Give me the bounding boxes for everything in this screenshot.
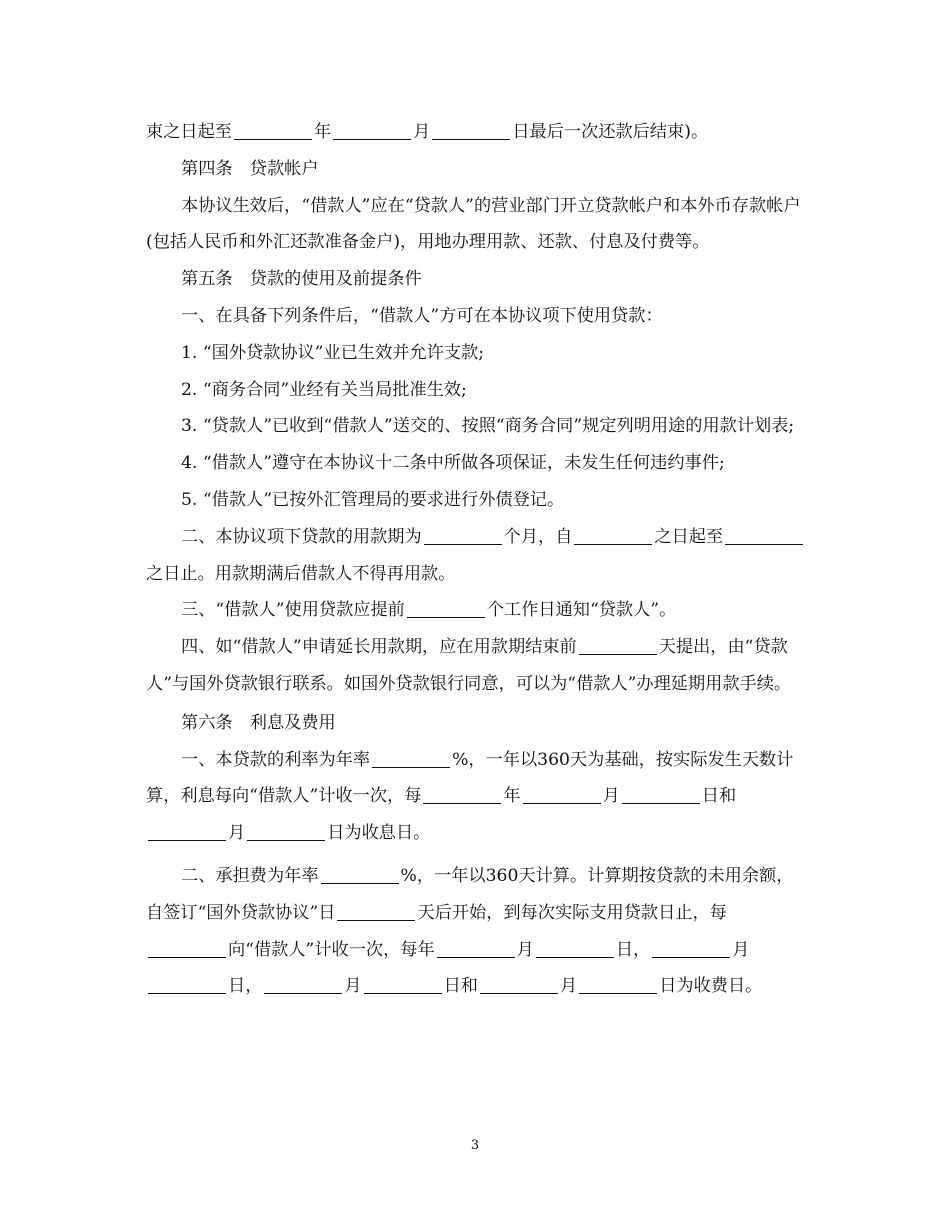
fill-blank bbox=[652, 956, 730, 958]
fill-blank bbox=[423, 802, 501, 804]
article-5-item-2 bbox=[146, 519, 806, 593]
page-number: 3 bbox=[470, 1138, 480, 1153]
fill-blank bbox=[523, 802, 601, 804]
fill-blank bbox=[337, 919, 415, 921]
article-6-item-1 bbox=[146, 742, 806, 852]
text: 二、本协议项下贷款的用款期为 bbox=[181, 526, 422, 547]
text: %，一年以360天为基础，按实际发生天数计算，利息每向“借款人”计收一次，每 bbox=[146, 749, 794, 807]
fill-blank bbox=[579, 992, 657, 994]
fill-blank bbox=[247, 839, 325, 841]
fill-blank bbox=[536, 956, 614, 958]
text: 个月，自 bbox=[503, 526, 573, 547]
fill-blank bbox=[234, 138, 312, 140]
text: 日， bbox=[228, 976, 263, 997]
article-5-item-4 bbox=[146, 629, 806, 703]
condition-3: 3. “贷款人”已收到“借款人”送交的、按照“商务合同”规定列明用途的用款计划表; bbox=[181, 416, 795, 437]
article-5-intro: 一、在具备下列条件后，“借款人”方可在本协议项下使用贷款： bbox=[181, 305, 663, 326]
text: 月 bbox=[413, 122, 431, 142]
text: 四、如“借款人”申请延长用款期，应在用款期结束前 bbox=[181, 637, 577, 658]
fill-blank bbox=[333, 138, 411, 140]
text: 之日止。用款期满后借款人不得再用款。 bbox=[146, 563, 456, 584]
text: 月 bbox=[344, 976, 362, 997]
text: 年 bbox=[313, 122, 332, 142]
fill-blank bbox=[622, 802, 700, 804]
text: 由“贷款人”与国外贷款银行联系。如国外贷款银行同意，可以为“借款人”办理延期用款手续。 bbox=[146, 637, 792, 694]
article-6-item-2 bbox=[146, 858, 806, 1005]
text: 年 bbox=[503, 786, 521, 807]
fill-blank bbox=[148, 956, 226, 958]
condition-2: 2. “商务合同”业经有关当局批准生效; bbox=[181, 379, 467, 400]
text: 日为收息日。 bbox=[327, 823, 431, 844]
text: 天后开始，到每次实际支用贷款日止，每 bbox=[417, 902, 727, 923]
condition-1: 1. “国外贷款协议”业已生效并允许支款; bbox=[181, 342, 485, 363]
fill-blank bbox=[480, 992, 558, 994]
text: 天提出， bbox=[658, 637, 728, 658]
text: 日和 bbox=[443, 976, 478, 997]
text: 二、承担费为年率 bbox=[181, 865, 319, 886]
article-6-title: 第六条 利息及费用 bbox=[181, 712, 336, 733]
fill-blank bbox=[321, 882, 399, 884]
fill-blank bbox=[574, 543, 652, 545]
condition-5: 5. “借款人”已按外汇管理局的要求进行外债登记。 bbox=[181, 489, 565, 510]
text: 向“借款人”计收一次，每年 bbox=[228, 939, 435, 960]
text: 一、本贷款的利率为年率 bbox=[181, 749, 371, 770]
text: 束之日起至 bbox=[146, 122, 232, 142]
article-5-title: 第五条 贷款的使用及前提条件 bbox=[181, 269, 422, 290]
article-4-body: 本协议生效后，“借款人”应在“贷款人”的营业部门开立贷款帐户和本外币存款帐户(包括人民币和外汇还款准备金户)，用地办理用款、还款、付息及付费等。 bbox=[146, 195, 801, 253]
text: 个工作日通知“贷款人”。 bbox=[486, 600, 677, 621]
fill-blank bbox=[437, 956, 515, 958]
text: 日为收费日。 bbox=[659, 976, 763, 997]
fill-blank bbox=[432, 138, 510, 140]
fill-blank bbox=[148, 839, 226, 841]
text: 日， bbox=[615, 939, 651, 960]
text: 月 bbox=[559, 976, 578, 997]
fill-blank bbox=[148, 992, 226, 994]
article-5-item-3 bbox=[146, 592, 806, 629]
fill-blank bbox=[424, 543, 502, 545]
text: 月 bbox=[602, 786, 620, 807]
text: 月 bbox=[516, 939, 534, 960]
article-4-title: 第四条 贷款帐户 bbox=[181, 158, 319, 179]
paragraph-term-end bbox=[146, 114, 806, 151]
fill-blank bbox=[372, 766, 450, 768]
fill-blank bbox=[725, 543, 803, 545]
text: 月 bbox=[228, 823, 246, 844]
document-body bbox=[146, 114, 806, 1005]
fill-blank bbox=[264, 992, 342, 994]
fill-blank bbox=[364, 992, 442, 994]
text: 月 bbox=[732, 939, 750, 960]
fill-blank bbox=[407, 616, 485, 618]
text: %，一年以360天计算。计算期按贷款的未用余额，自签订“国外贷款协议”日 bbox=[146, 865, 794, 923]
text: 日最后一次还款后结束)。 bbox=[512, 122, 709, 142]
text: 三、“借款人”使用贷款应提前 bbox=[181, 600, 405, 621]
fill-blank bbox=[579, 653, 657, 655]
condition-4: 4. “借款人”遵守在本协议十二条中所做各项保证，未发生任何违约事件; bbox=[181, 453, 725, 474]
text: 之日起至 bbox=[654, 526, 724, 547]
text: 日和 bbox=[701, 786, 737, 807]
